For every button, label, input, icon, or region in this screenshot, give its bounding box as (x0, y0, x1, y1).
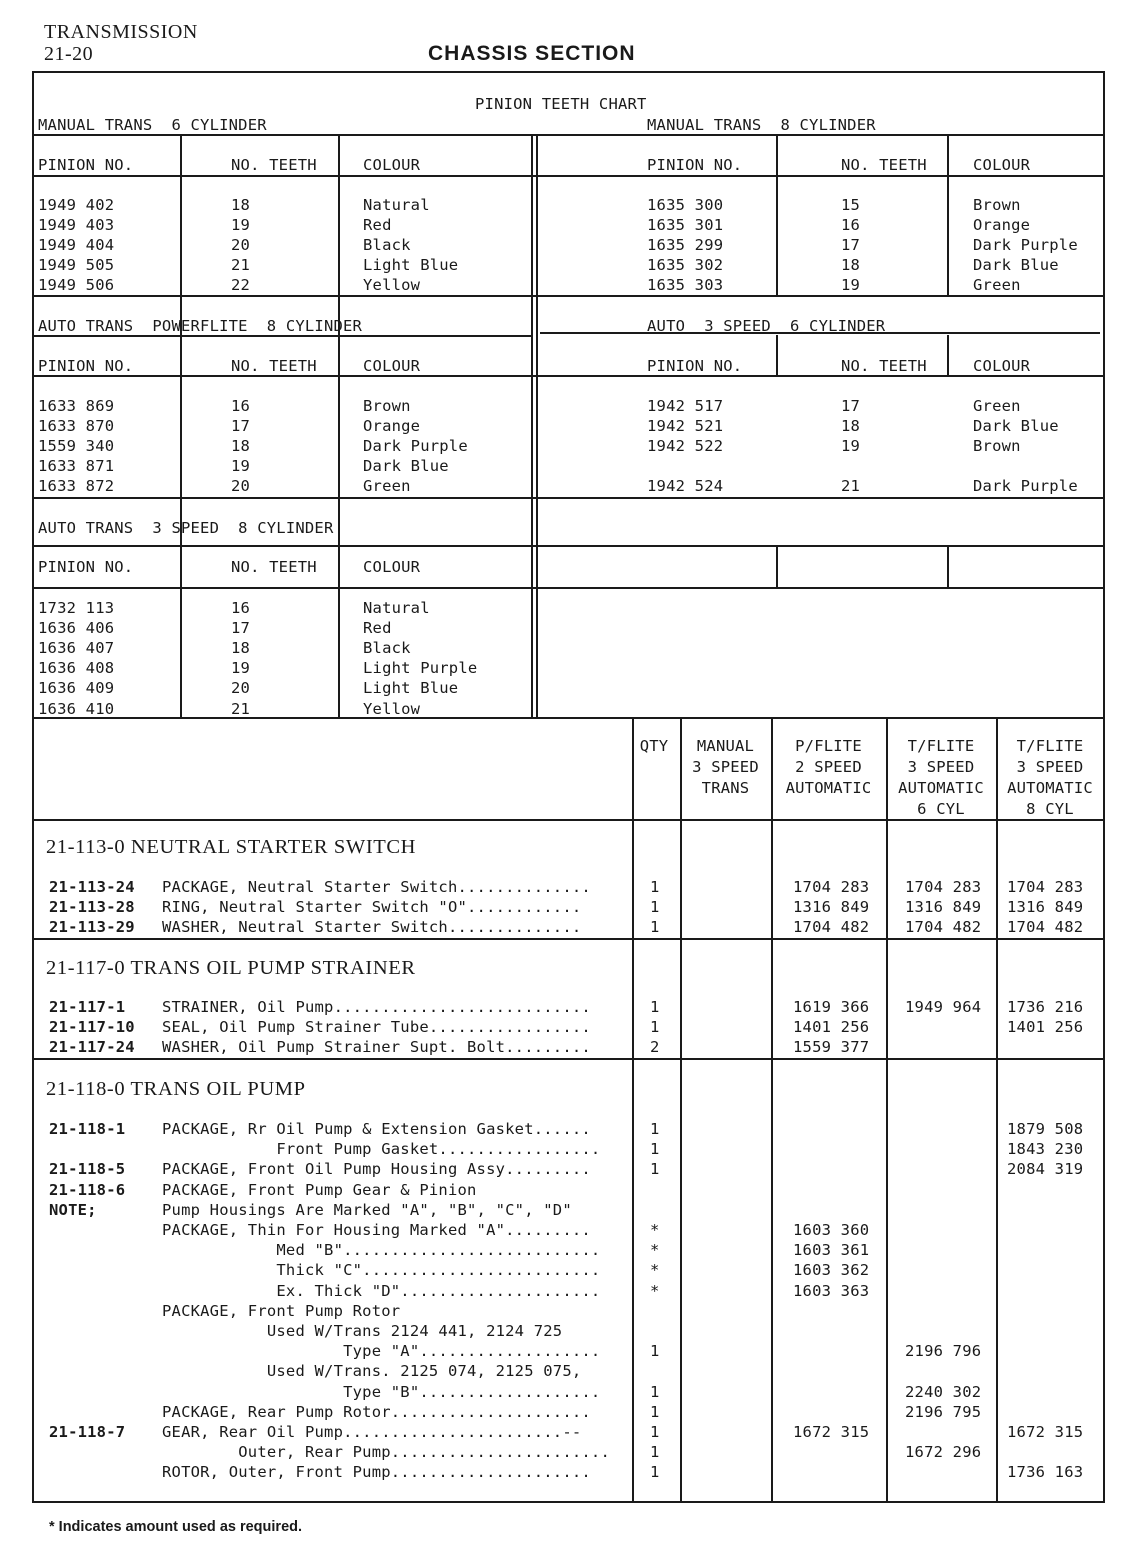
part-description: GEAR, Rear Oil Pump.......................-- (162, 1423, 582, 1441)
pinion-number: 1633 872 (38, 477, 115, 496)
teeth-count: 17 (841, 397, 861, 415)
teeth-count: 21 (231, 256, 251, 275)
page-number: 21-20 (44, 43, 94, 65)
teeth-count: 16 (841, 216, 861, 235)
part-number: 21-113-29 (49, 918, 135, 937)
chart-column-header: NO. TEETH (841, 156, 927, 174)
part-quantity: 1 (650, 1018, 660, 1037)
vertical-rule (536, 134, 538, 717)
part-description: Thick "C"......................... (162, 1261, 601, 1280)
pinion-number: 1635 299 (647, 236, 724, 255)
teeth-count: 17 (231, 417, 251, 436)
colour-value: Dark Blue (973, 417, 1059, 436)
pinion-number: 1732 113 (38, 599, 115, 617)
section-heading: 21-113-0 NEUTRAL STARTER SWITCH (46, 836, 417, 858)
chart-column-header: COLOUR (363, 558, 421, 576)
pinion-number: 1635 300 (647, 196, 724, 214)
colour-value: Green (973, 397, 1021, 415)
colour-value: Black (363, 236, 411, 255)
vertical-rule (947, 545, 949, 587)
part-quantity: 1 (650, 918, 660, 937)
pinion-number: 1633 871 (38, 457, 115, 476)
colour-value: Dark Blue (973, 256, 1059, 275)
part-code: 1704 283 (793, 878, 870, 896)
pinion-number: 1636 410 (38, 699, 115, 718)
part-description: PACKAGE, Front Pump Rotor (162, 1301, 401, 1320)
footnote: * Indicates amount used as required. (49, 1519, 303, 1535)
section-label: TRANSMISSION (44, 21, 198, 43)
part-number: 21-117-10 (49, 1018, 135, 1037)
teeth-count: 17 (231, 619, 251, 638)
chart-column-header: PINION NO. (647, 156, 743, 174)
part-description: Used W/Trans. 2125 074, 2125 075, (162, 1362, 582, 1381)
pinion-number: 1949 505 (38, 256, 115, 275)
part-quantity: * (650, 1261, 660, 1280)
part-code: 1401 256 (1007, 1018, 1084, 1037)
parts-column-header: P/FLITE 2 SPEED AUTOMATIC (785, 737, 872, 797)
part-quantity: * (650, 1281, 660, 1300)
pinion-number: 1635 302 (647, 256, 724, 275)
part-quantity: 1 (650, 898, 660, 917)
part-description: Ex. Thick "D"..................... (162, 1281, 601, 1300)
part-description: WASHER, Neutral Starter Switch.............. (162, 918, 582, 937)
chart-column-header: PINION NO. (38, 357, 134, 375)
part-description: SEAL, Oil Pump Strainer Tube................. (162, 1018, 591, 1037)
teeth-count: 18 (841, 417, 861, 436)
horizontal-rule (32, 295, 1104, 297)
pinion-number: 1636 407 (38, 639, 115, 658)
chart-column-header: NO. TEETH (231, 558, 317, 576)
colour-value: Brown (363, 397, 411, 415)
vertical-rule (947, 335, 949, 375)
part-code: 1704 482 (793, 918, 870, 937)
vertical-rule (338, 134, 340, 717)
section-heading: 21-118-0 TRANS OIL PUMP (46, 1078, 306, 1100)
part-code: 1316 849 (1007, 898, 1084, 917)
vertical-rule (771, 717, 773, 1503)
part-number: 21-118-5 (49, 1160, 126, 1179)
part-description: PACKAGE, Neutral Starter Switch.............. (162, 878, 591, 896)
vertical-rule (680, 717, 682, 1503)
colour-value: Black (363, 639, 411, 658)
horizontal-rule (32, 545, 1104, 547)
pinion-number: 1636 409 (38, 679, 115, 698)
part-description: PACKAGE, Front Oil Pump Housing Assy......... (162, 1160, 591, 1179)
section-heading: 21-117-0 TRANS OIL PUMP STRAINER (46, 957, 416, 979)
vertical-rule (531, 134, 533, 717)
chart-title: PINION TEETH CHART (475, 95, 647, 113)
part-number: NOTE; (49, 1200, 97, 1219)
part-quantity: 1 (650, 1402, 660, 1421)
part-code: 1704 283 (905, 878, 982, 896)
part-code: 1603 363 (793, 1281, 870, 1300)
teeth-count: 18 (231, 639, 251, 658)
colour-value: Green (973, 276, 1021, 295)
part-number: 21-117-1 (49, 998, 126, 1016)
colour-value: Yellow (363, 699, 421, 718)
part-quantity: 1 (650, 1463, 660, 1482)
teeth-count: 16 (231, 397, 251, 415)
part-quantity: * (650, 1221, 660, 1239)
colour-value: Natural (363, 599, 430, 617)
part-code: 1603 360 (793, 1221, 870, 1239)
pinion-number: 1636 406 (38, 619, 115, 638)
teeth-count: 20 (231, 236, 251, 255)
teeth-count: 21 (841, 477, 861, 496)
part-code: 1949 964 (905, 998, 982, 1016)
part-quantity: * (650, 1241, 660, 1260)
part-quantity: 1 (650, 878, 660, 896)
horizontal-rule (32, 587, 1104, 589)
part-code: 1843 230 (1007, 1140, 1084, 1159)
part-description: Type "A"................... (162, 1342, 601, 1361)
part-quantity: 1 (650, 1443, 660, 1462)
vertical-rule (776, 335, 778, 375)
part-code: 2240 302 (905, 1382, 982, 1401)
parts-column-header: T/FLITE 3 SPEED AUTOMATIC 8 CYL (1007, 737, 1093, 818)
teeth-count: 16 (231, 599, 251, 617)
part-code: 1316 849 (905, 898, 982, 917)
colour-value: Yellow (363, 276, 421, 295)
colour-value: Green (363, 477, 411, 496)
part-number: 21-113-28 (49, 898, 135, 917)
chart-column-header: PINION NO. (38, 558, 134, 576)
teeth-count: 15 (841, 196, 861, 214)
part-code: 1704 482 (1007, 918, 1084, 937)
part-code: 1672 296 (905, 1443, 982, 1462)
pinion-number: 1942 521 (647, 417, 724, 436)
colour-value: Dark Purple (363, 437, 468, 456)
vertical-rule (776, 545, 778, 587)
part-code: 1736 163 (1007, 1463, 1084, 1482)
horizontal-rule (32, 497, 1104, 499)
part-code: 2196 796 (905, 1342, 982, 1361)
part-description: Outer, Rear Pump....................... (162, 1443, 610, 1462)
part-description: RING, Neutral Starter Switch "O"............ (162, 898, 582, 917)
chart-column-header: NO. TEETH (231, 357, 317, 375)
part-description: WASHER, Oil Pump Strainer Supt. Bolt......... (162, 1038, 591, 1057)
parts-column-header: MANUAL 3 SPEED TRANS (692, 737, 759, 797)
part-number: 21-118-1 (49, 1120, 126, 1138)
pinion-number: 1636 408 (38, 659, 115, 678)
pinion-number: 1633 869 (38, 397, 115, 415)
chart-block-title: AUTO 3 SPEED 6 CYLINDER (647, 317, 886, 335)
part-code: 1672 315 (1007, 1423, 1084, 1441)
part-code: 1401 256 (793, 1018, 870, 1037)
part-description: Front Pump Gasket................. (162, 1140, 601, 1159)
part-code: 1559 377 (793, 1038, 870, 1057)
part-code: 1736 216 (1007, 998, 1084, 1016)
chart-column-header: NO. TEETH (231, 156, 317, 174)
teeth-count: 19 (231, 216, 251, 235)
colour-value: Light Blue (363, 679, 459, 698)
colour-value: Red (363, 216, 392, 235)
colour-value: Brown (973, 196, 1021, 214)
part-description: PACKAGE, Front Pump Gear & Pinion (162, 1180, 477, 1199)
colour-value: Brown (973, 437, 1021, 456)
colour-value: Light Blue (363, 256, 459, 275)
part-description: Used W/Trans 2124 441, 2124 725 (162, 1322, 563, 1340)
pinion-number: 1949 402 (38, 196, 115, 214)
part-code: 2084 319 (1007, 1160, 1084, 1179)
horizontal-rule (32, 1058, 1104, 1060)
pinion-number: 1949 403 (38, 216, 115, 235)
part-quantity: 1 (650, 1382, 660, 1401)
teeth-count: 19 (841, 276, 861, 295)
part-number: 21-118-6 (49, 1180, 126, 1199)
part-number: 21-117-24 (49, 1038, 135, 1057)
part-description: Pump Housings Are Marked "A", "B", "C", "D" (162, 1200, 572, 1219)
chart-block-title: MANUAL TRANS 8 CYLINDER (647, 116, 876, 134)
page-title: CHASSIS SECTION (428, 42, 636, 65)
vertical-rule (886, 717, 888, 1503)
vertical-rule (776, 134, 778, 295)
teeth-count: 19 (231, 659, 251, 678)
colour-value: Orange (973, 216, 1031, 235)
horizontal-rule (32, 134, 1104, 136)
chart-column-header: COLOUR (973, 357, 1031, 375)
chart-column-header: NO. TEETH (841, 357, 927, 375)
part-number: 21-118-7 (49, 1423, 126, 1441)
colour-value: Natural (363, 196, 430, 214)
part-description: STRAINER, Oil Pump........................... (162, 998, 591, 1016)
part-quantity: 1 (650, 1160, 660, 1179)
parts-column-header: QTY (639, 737, 669, 755)
teeth-count: 18 (231, 437, 251, 456)
part-description: PACKAGE, Thin For Housing Marked "A"......... (162, 1221, 591, 1239)
teeth-count: 19 (841, 437, 861, 456)
horizontal-rule (32, 938, 1104, 940)
pinion-number: 1949 404 (38, 236, 115, 255)
part-quantity: 2 (650, 1038, 660, 1057)
colour-value: Dark Blue (363, 457, 449, 476)
pinion-number: 1559 340 (38, 437, 115, 456)
chart-column-header: COLOUR (363, 357, 421, 375)
teeth-count: 17 (841, 236, 861, 255)
horizontal-rule (32, 175, 1104, 177)
teeth-count: 18 (231, 196, 251, 214)
colour-value: Dark Purple (973, 477, 1078, 496)
teeth-count: 21 (231, 699, 251, 718)
horizontal-rule (32, 375, 1104, 377)
part-code: 2196 795 (905, 1402, 982, 1421)
part-code: 1603 362 (793, 1261, 870, 1280)
teeth-count: 20 (231, 679, 251, 698)
horizontal-rule (32, 717, 1104, 719)
part-quantity: 1 (650, 1120, 660, 1138)
chart-block-title: AUTO TRANS 3 SPEED 8 CYLINDER (38, 519, 334, 537)
chart-block-title: MANUAL TRANS 6 CYLINDER (38, 116, 267, 134)
chart-column-header: COLOUR (973, 156, 1031, 174)
part-number: 21-113-24 (49, 878, 135, 896)
part-code: 1603 361 (793, 1241, 870, 1260)
teeth-count: 19 (231, 457, 251, 476)
chart-column-header: PINION NO. (647, 357, 743, 375)
teeth-count: 22 (231, 276, 251, 295)
part-description: PACKAGE, Rr Oil Pump & Extension Gasket...... (162, 1120, 591, 1138)
colour-value: Dark Purple (973, 236, 1078, 255)
part-code: 1704 283 (1007, 878, 1084, 896)
part-quantity: 1 (650, 1423, 660, 1441)
pinion-number: 1942 522 (647, 437, 724, 456)
part-code: 1704 482 (905, 918, 982, 937)
horizontal-rule (32, 335, 532, 337)
part-code: 1316 849 (793, 898, 870, 917)
vertical-rule (180, 134, 182, 717)
pinion-number: 1635 301 (647, 216, 724, 235)
vertical-rule (947, 134, 949, 295)
part-code: 1879 508 (1007, 1120, 1084, 1138)
colour-value: Light Purple (363, 659, 478, 678)
pinion-number: 1635 303 (647, 276, 724, 295)
colour-value: Red (363, 619, 392, 638)
colour-value: Orange (363, 417, 421, 436)
part-description: ROTOR, Outer, Front Pump..................... (162, 1463, 591, 1482)
pinion-number: 1949 506 (38, 276, 115, 295)
teeth-count: 20 (231, 477, 251, 496)
pinion-number: 1942 524 (647, 477, 724, 496)
part-description: PACKAGE, Rear Pump Rotor..................... (162, 1402, 591, 1421)
pinion-number: 1942 517 (647, 397, 724, 415)
part-code: 1672 315 (793, 1423, 870, 1441)
vertical-rule (996, 717, 998, 1503)
part-description: Med "B"........................... (162, 1241, 601, 1260)
part-quantity: 1 (650, 1140, 660, 1159)
part-quantity: 1 (650, 998, 660, 1016)
part-code: 1619 366 (793, 998, 870, 1016)
part-quantity: 1 (650, 1342, 660, 1361)
chart-column-header: COLOUR (363, 156, 421, 174)
chart-block-title: AUTO TRANS POWERFLITE 8 CYLINDER (38, 317, 363, 335)
teeth-count: 18 (841, 256, 861, 275)
chart-column-header: PINION NO. (38, 156, 134, 174)
vertical-rule (632, 717, 634, 1503)
parts-column-header: T/FLITE 3 SPEED AUTOMATIC 6 CYL (898, 737, 984, 818)
part-description: Type "B"................... (162, 1382, 601, 1401)
pinion-number: 1633 870 (38, 417, 115, 436)
